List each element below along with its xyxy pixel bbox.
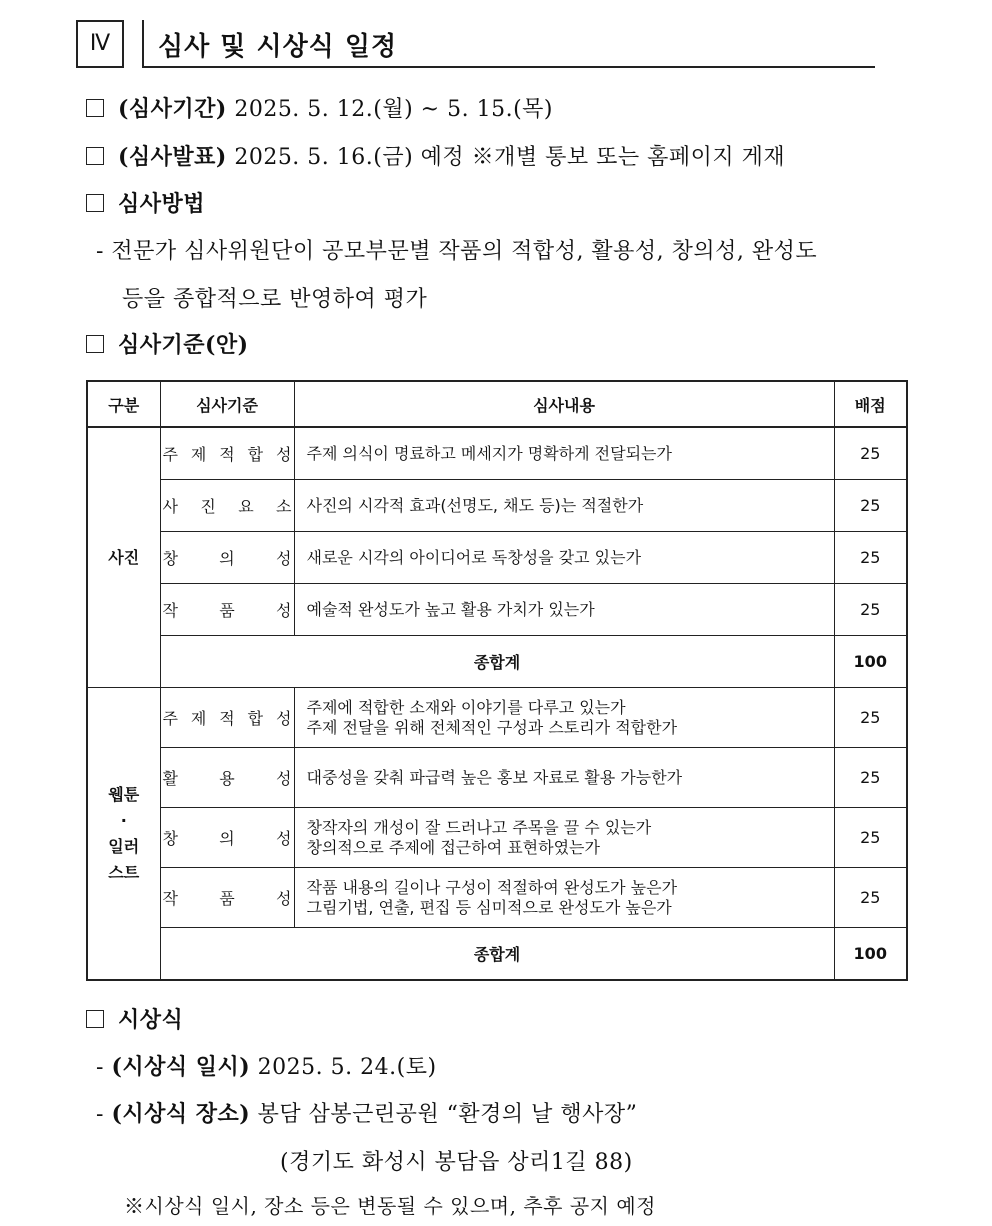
header-content: 심사내용 — [294, 381, 834, 427]
header-score: 배점 — [834, 381, 907, 427]
review-method-line2: 등을 종합적으로 반영하여 평가 — [122, 287, 428, 312]
checkbox-square-icon — [86, 1010, 104, 1028]
review-announce-text: 2025. 5. 16.(금) 예정 ※개별 통보 또는 홈페이지 게재 — [226, 145, 786, 170]
ceremony-heading-line — [86, 1003, 183, 1034]
category-text: 웹툰 — [108, 784, 140, 804]
criterion-cell: 활 용 성 — [160, 748, 294, 808]
category-cell-photo — [87, 427, 160, 688]
ceremony-note: ※시상식 일시, 장소 등은 변동될 수 있으며, 추후 공지 예정 — [124, 1194, 656, 1218]
score-cell: 25 — [834, 808, 907, 868]
category-cell-webtoon — [87, 688, 160, 981]
ceremony-place-text: 봉담 삼봉근린공원 “환경의 날 행사장” — [250, 1102, 638, 1127]
ceremony-heading: 시상식 — [118, 1007, 184, 1033]
content-cell: 작품 내용의 길이나 구성이 적절하여 완성도가 높은가 그림기법, 연출, 편집 등 심미적으로 완성도가 높은가 — [294, 868, 834, 928]
ceremony-date-line: - (시상식 일시) 2025. 5. 24.(토) — [96, 1054, 437, 1080]
score-cell: 25 — [834, 427, 907, 480]
score-cell: 25 — [834, 688, 907, 748]
table-row — [87, 427, 907, 480]
checkbox-square-icon — [86, 335, 104, 353]
ceremony-address: (경기도 화성시 봉담읍 상리1길 88) — [280, 1150, 633, 1175]
ceremony-date-text: 2025. 5. 24.(토) — [250, 1055, 437, 1080]
table-row — [87, 808, 907, 868]
section-title: 심사 및 시상식 일정 — [158, 32, 398, 62]
checkbox-square-icon — [86, 99, 104, 117]
content-cell: 예술적 완성도가 높고 활용 가치가 있는가 — [294, 584, 834, 636]
criterion-cell: 주 제 적 합 성 — [160, 688, 294, 748]
category-text: 스트 — [108, 862, 140, 882]
score-cell: 25 — [834, 480, 907, 532]
table-row — [87, 748, 907, 808]
title-underline — [142, 66, 875, 68]
table-row — [87, 688, 907, 748]
content-cell: 주제에 적합한 소재와 이야기를 다루고 있는가 주제 전달을 위해 전체적인 구성과 스토리가 적합한가 — [294, 688, 834, 748]
criterion-cell: 창 의 성 — [160, 532, 294, 584]
ceremony-place-line: - (시상식 장소) 봉담 삼봉근린공원 “환경의 날 행사장” — [96, 1101, 638, 1127]
review-method-heading — [86, 187, 205, 218]
total-score: 100 — [834, 928, 907, 981]
review-period-text: 2025. 5. 12.(월) ~ 5. 15.(목) — [226, 97, 553, 122]
total-row — [87, 928, 907, 981]
table-row — [87, 532, 907, 584]
criterion-cell: 사 진 요 소 — [160, 480, 294, 532]
table-row — [87, 584, 907, 636]
criterion-cell: 작 품 성 — [160, 868, 294, 928]
checkbox-square-icon — [86, 194, 104, 212]
category-text: 사진 — [108, 547, 140, 567]
section-number: Ⅳ — [89, 31, 111, 56]
review-period-label: (심사기간) — [118, 96, 227, 122]
total-row — [87, 636, 907, 688]
total-label: 종합계 — [160, 636, 834, 688]
review-period-line — [86, 92, 553, 123]
header-criterion: 심사기준 — [160, 381, 294, 427]
content-cell: 새로운 시각의 아이디어로 독창성을 갖고 있는가 — [294, 532, 834, 584]
content-cell: 창작자의 개성이 잘 드러나고 주목을 끌 수 있는가 창의적으로 주제에 접근하여 표현하였는가 — [294, 808, 834, 868]
score-cell: 25 — [834, 584, 907, 636]
review-method-label: 심사방법 — [118, 191, 206, 217]
total-label: 종합계 — [160, 928, 834, 981]
ceremony-date-label: (시상식 일시) — [111, 1054, 251, 1080]
header-category: 구분 — [87, 381, 160, 427]
review-method-line1: - 전문가 심사위원단이 공모부문별 작품의 적합성, 활용성, 창의성, 완성도 — [96, 239, 818, 264]
criteria-heading-line — [86, 328, 249, 359]
review-announce-label: (심사발표) — [118, 144, 227, 170]
criterion-cell: 주 제 적 합 성 — [160, 427, 294, 480]
table-row — [87, 480, 907, 532]
title-left-rule — [142, 20, 144, 67]
content-cell: 대중성을 갖춰 파급력 높은 홍보 자료로 활용 가능한가 — [294, 748, 834, 808]
score-cell: 25 — [834, 868, 907, 928]
criteria-table — [86, 380, 908, 981]
checkbox-square-icon — [86, 147, 104, 165]
category-text: · — [120, 810, 127, 830]
table-row — [87, 868, 907, 928]
score-cell: 25 — [834, 748, 907, 808]
table-header-row — [87, 381, 907, 427]
criterion-cell: 창 의 성 — [160, 808, 294, 868]
ceremony-place-label: (시상식 장소) — [111, 1101, 251, 1127]
section-number-box — [76, 20, 124, 68]
score-cell: 25 — [834, 532, 907, 584]
criterion-cell: 작 품 성 — [160, 584, 294, 636]
review-announce-line — [86, 140, 785, 171]
criteria-heading: 심사기준(안) — [118, 332, 249, 358]
category-text: 일러 — [108, 836, 140, 856]
total-score: 100 — [834, 636, 907, 688]
content-cell: 주제 의식이 명료하고 메세지가 명확하게 전달되는가 — [294, 427, 834, 480]
content-cell: 사진의 시각적 효과(선명도, 채도 등)는 적절한가 — [294, 480, 834, 532]
